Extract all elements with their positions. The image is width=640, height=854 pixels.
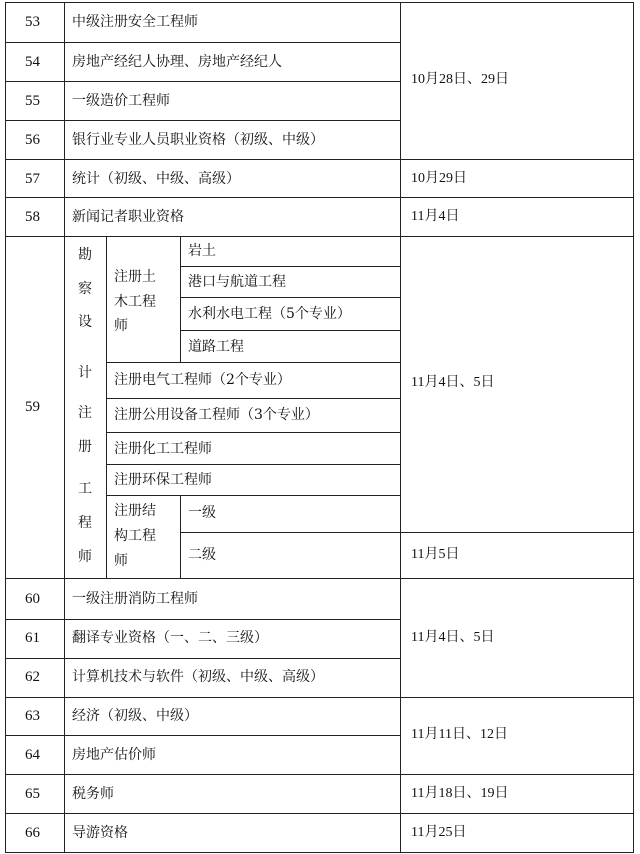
group-label-char: 勘 (78, 247, 92, 263)
exam-date: 11月5日 (411, 547, 460, 562)
exam-date: 10月28日、29日 (411, 72, 509, 87)
exam-name: 经济（初级、中级） (72, 708, 198, 724)
row-number: 61 (25, 630, 40, 646)
row-number: 56 (25, 132, 40, 148)
group-label-char: 工 (78, 481, 92, 497)
row-number: 62 (25, 669, 40, 685)
struct-label: 构工程 (114, 528, 156, 544)
exam-date: 11月18日、19日 (411, 786, 509, 801)
row-number: 64 (25, 747, 40, 763)
row-number: 57 (25, 171, 40, 187)
sub-exam: 注册电气工程师（2个专业） (114, 372, 291, 388)
struct-label: 师 (114, 553, 128, 569)
exam-date: 11月4日、5日 (411, 630, 495, 645)
civil-label: 木工程 (114, 294, 156, 310)
civil-label: 师 (114, 318, 128, 334)
group-label-char: 册 (78, 439, 92, 455)
row-number: 60 (25, 591, 40, 607)
sub-exam: 注册化工工程师 (114, 441, 212, 457)
group-label-char: 注 (78, 405, 92, 421)
struct-item: 二级 (188, 547, 216, 563)
row-number: 66 (25, 825, 40, 841)
exam-name: 翻译专业资格（一、二、三级） (72, 630, 268, 646)
sub-exam: 注册环保工程师 (114, 472, 212, 488)
exam-name: 一级造价工程师 (72, 93, 170, 109)
row-number: 65 (25, 786, 40, 802)
row-number: 53 (25, 14, 40, 30)
group-label-char: 计 (78, 365, 92, 381)
group-label-char: 察 (78, 281, 92, 297)
exam-name: 中级注册安全工程师 (72, 14, 198, 30)
civil-item: 港口与航道工程 (188, 274, 286, 290)
exam-date: 11月4日 (411, 209, 460, 224)
row-number: 58 (25, 209, 40, 225)
struct-item: 一级 (188, 505, 216, 521)
sub-exam: 注册公用设备工程师（3个专业） (114, 407, 319, 423)
exam-date: 10月29日 (411, 171, 467, 186)
exam-date: 11月11日、12日 (411, 727, 508, 742)
exam-name: 税务师 (72, 786, 114, 802)
group-label-char: 设 (78, 314, 92, 330)
exam-name: 房地产估价师 (72, 747, 156, 763)
row-number: 54 (25, 54, 40, 70)
group-label-char: 程 (78, 515, 92, 531)
exam-date: 11月25日 (411, 825, 467, 840)
exam-name: 导游资格 (72, 825, 128, 841)
exam-name: 银行业专业人员职业资格（初级、中级） (72, 132, 324, 148)
exam-name: 新闻记者职业资格 (72, 209, 184, 225)
civil-item: 水利水电工程（5个专业） (188, 306, 351, 322)
exam-name: 计算机技术与软件（初级、中级、高级） (72, 669, 324, 685)
exam-date: 11月4日、5日 (411, 375, 495, 390)
civil-item: 岩土 (188, 243, 216, 259)
civil-label: 注册土 (114, 269, 156, 285)
exam-name: 统计（初级、中级、高级） (72, 171, 240, 187)
struct-label: 注册结 (114, 503, 156, 519)
exam-name: 一级注册消防工程师 (72, 591, 198, 607)
row-number: 63 (25, 708, 40, 724)
row-number: 55 (25, 93, 40, 109)
row-number: 59 (25, 399, 40, 415)
group-label-char: 师 (78, 549, 92, 565)
civil-item: 道路工程 (188, 339, 244, 355)
exam-name: 房地产经纪人协理、房地产经纪人 (72, 54, 282, 70)
